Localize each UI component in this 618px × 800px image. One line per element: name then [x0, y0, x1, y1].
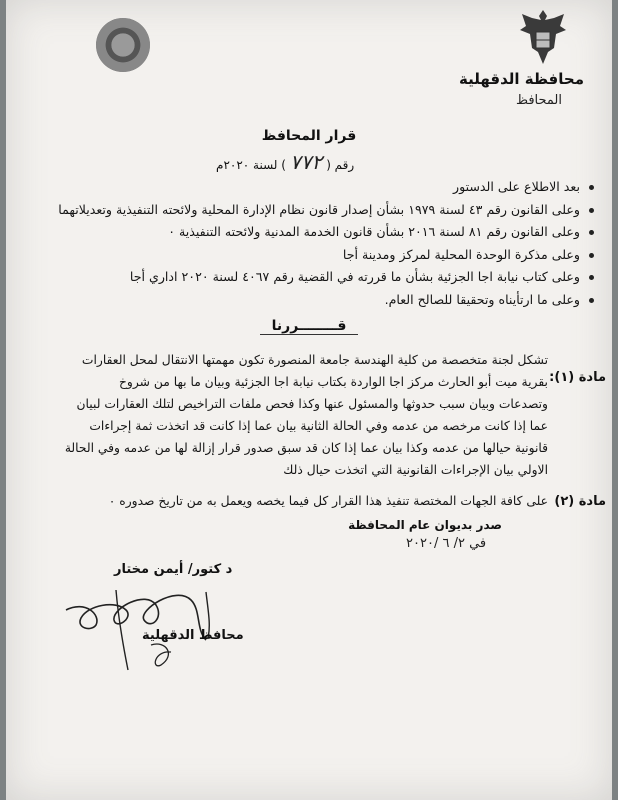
article-2-label: مادة (٢) — [554, 494, 606, 509]
decree-number-prefix: رقم ( — [326, 158, 355, 172]
decree-number-handwritten: ٧٧٢ — [289, 150, 323, 174]
issued-place: صدر بديوان عام المحافظة — [348, 518, 502, 532]
signatory-title: محافظ الدقهلية — [142, 628, 244, 643]
recital-item: وعلى كتاب نيابة اجا الجزئية بشأن ما قررته في القضية رقم ٤٠٦٧ لسنة ٢٠٢٠ اداري أجا — [34, 266, 594, 289]
university-seal-icon — [96, 18, 150, 72]
signatory-name: د كتور/ أيمن مختار — [114, 562, 233, 577]
article-1-line: عما إذا كانت مرخصه من عدمه وفي الحالة الثانية بيان عما إذا كانت قد اتخذت ثمة إجراءات — [89, 419, 548, 433]
recital-item: وعلى القانون رقم ٤٣ لسنة ١٩٧٩ بشأن إصدار قانون نظام الإدارة المحلية ولائحته التنفيذية وتعديلاتهما — [34, 199, 594, 222]
document-page — [6, 0, 612, 800]
article-1-line: وتصدعات وبيان سبب حدوثها والمسئول عنها وكذا فحص ملفات التراخيص لتلك العقارات لبيان — [76, 397, 548, 411]
recitals-list — [34, 176, 594, 311]
article-1-body — [28, 349, 548, 481]
governorate-name: محافظة الدقهلية — [459, 70, 584, 88]
decree-title: قرار المحافظ — [261, 128, 357, 144]
article-1-label: مادة (١): — [549, 370, 606, 385]
decided-heading — [6, 318, 612, 334]
recital-item: وعلى القانون رقم ٨١ لسنة ٢٠١٦ بشأن قانون الخدمة المدنية ولائحته التنفيذية ٠ — [34, 221, 594, 244]
recital-item: وعلى ما ارتأيناه وتحقيقا للصالح العام. — [34, 289, 594, 312]
issued-date: في ٢/ ٦ /٢٠٢٠ — [406, 536, 487, 551]
recital-item: بعد الاطلاع على الدستور — [34, 176, 594, 199]
recital-item: وعلى مذكرة الوحدة المحلية لمركز ومدينة أجا — [34, 244, 594, 267]
article-1-line: الاولي بيان الإجراءات القانونية التي اتخذت حيال ذلك — [283, 463, 548, 477]
article-1-line: قانونية حيالها من عدمه وكذا بيان عما إذا كان قد سبق صدور قرار إزالة لها من عدمه وفي الحالة — [64, 441, 548, 455]
governor-office: المحافظ — [516, 93, 562, 108]
decided-heading-text: قــــــــررنا — [260, 318, 359, 335]
egypt-eagle-emblem-icon — [518, 8, 568, 66]
handwritten-signature-icon — [56, 570, 226, 680]
article-1-line: بقرية ميت أبو الحارث مركز اجا الواردة بكتاب نيابة اجا الجزئية وبيان ما بها من شروخ — [118, 375, 548, 389]
decree-number-line — [216, 150, 354, 174]
article-1-line: تشكل لجنة متخصصة من كلية الهندسة جامعة المنصورة تكون مهمتها الانتقال لمحل العقارات — [81, 353, 548, 367]
decree-number-suffix: ) لسنة ٢٠٢٠م — [216, 158, 286, 172]
article-2-body: على كافة الجهات المختصة تنفيذ هذا القرار كل فيما يخصه ويعمل به من تاريخ صدوره ٠ — [108, 494, 548, 508]
